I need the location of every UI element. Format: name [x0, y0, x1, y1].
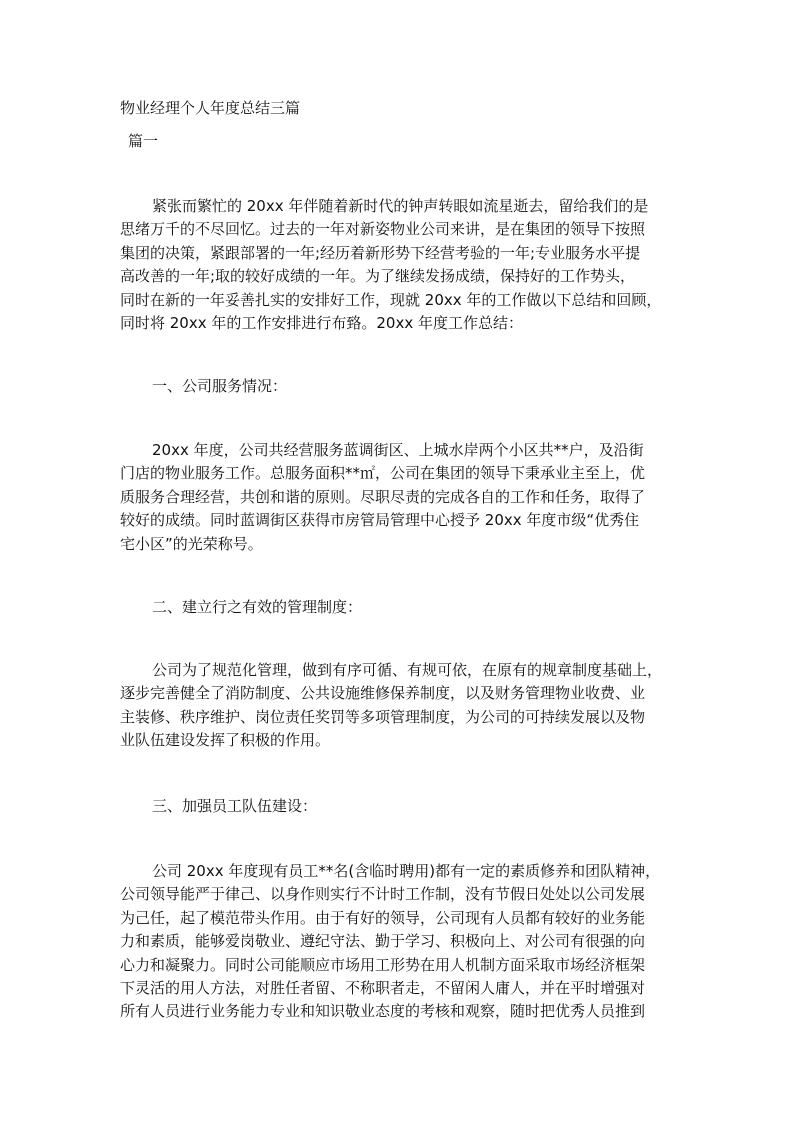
paragraph-line: 宅小区”的光荣称号。 [120, 534, 263, 553]
paragraph-line: 门店的物业服务工作。总服务面积**㎡，公司在集团的领导下秉承业主至上，优 [120, 464, 646, 483]
paragraph-line: 公司 20xx 年度现有员工**名(含临时聘用)都有一定的素质修养和团队精神， [152, 862, 661, 880]
document-subtitle: 篇一 [128, 132, 159, 150]
document-title: 物业经理个人年度总结三篇 [120, 99, 301, 117]
paragraph-line: 公司领导能严于律己、以身作则实行不计时工作制，没有节假日处处以公司发展 [120, 885, 646, 904]
paragraph-line: 业队伍建设发挥了积极的作用。 [120, 731, 331, 750]
section-heading-2: 二、建立行之有效的管理制度： [152, 598, 363, 616]
paragraph-line: 同时在新的一年妥善扎实的安排好工作，现就 20xx 年的工作做以下总结和回顾， [120, 290, 662, 309]
paragraph-line: 力和素质，能够爱岗敬业、遵纪守法、勤于学习、积极向上、对公司有很强的向 [120, 932, 646, 951]
paragraph-line: 所有人员进行业务能力专业和知识敬业态度的考核和观察，随时把优秀人员推到 [120, 1002, 646, 1021]
paragraph-line: 高改善的一年;取的较好成绩的一年。为了继续发扬成绩，保持好的工作势头， [120, 267, 636, 286]
paragraph-line: 主装修、秩序维护、岗位责任奖罚等多项管理制度，为公司的可持续发展以及物 [120, 707, 646, 726]
paragraph-line: 较好的成绩。同时蓝调街区获得市房管局管理中心授予 20xx 年度市级“优秀住 [120, 511, 640, 530]
paragraph-line: 下灵活的用人方法，对胜任者留、不称职者走，不留闲人庸人，并在平时增强对 [120, 979, 646, 998]
section-3-paragraph [120, 860, 682, 1024]
intro-paragraph [120, 195, 682, 335]
paragraph-line: 集团的决策，紧跟部署的一年;经历着新形势下经营考验的一年;专业服务水平提 [120, 243, 641, 262]
section-heading-1: 一、公司服务情况： [152, 377, 288, 395]
section-2-paragraph [120, 659, 682, 753]
paragraph-line: 心力和凝聚力。同时公司能顺应市场用工形势在用人机制方面采取市场经济框架 [120, 955, 646, 974]
paragraph-line: 20xx 年度，公司共经营服务蓝调街区、上城水岸两个小区共**户，及沿街 [152, 441, 644, 459]
paragraph-line: 为己任，起了模范带头作用。由于有好的领导，公司现有人员都有较好的业务能 [120, 908, 646, 927]
paragraph-line: 逐步完善健全了消防制度、公共设施维修保养制度，以及财务管理物业收费、业 [120, 684, 646, 703]
paragraph-line: 同时将 20xx 年的工作安排进行布臵。20xx 年度工作总结： [120, 314, 523, 333]
section-1-paragraph [120, 439, 682, 556]
paragraph-line: 公司为了规范化管理，做到有序可循、有规可依，在原有的规章制度基础上， [152, 661, 663, 679]
paragraph-line: 质服务合理经营，共创和谐的原则。尽职尽责的完成各自的工作和任务，取得了 [120, 487, 646, 506]
section-heading-3: 三、加强员工队伍建设： [152, 797, 318, 815]
paragraph-line: 紧张而繁忙的 20xx 年伴随着新时代的钟声转眼如流星逝去，留给我们的是 [152, 197, 649, 215]
paragraph-line: 思绪万千的不尽回忆。过去的一年对新姿物业公司来讲，是在集团的领导下按照 [120, 220, 646, 239]
